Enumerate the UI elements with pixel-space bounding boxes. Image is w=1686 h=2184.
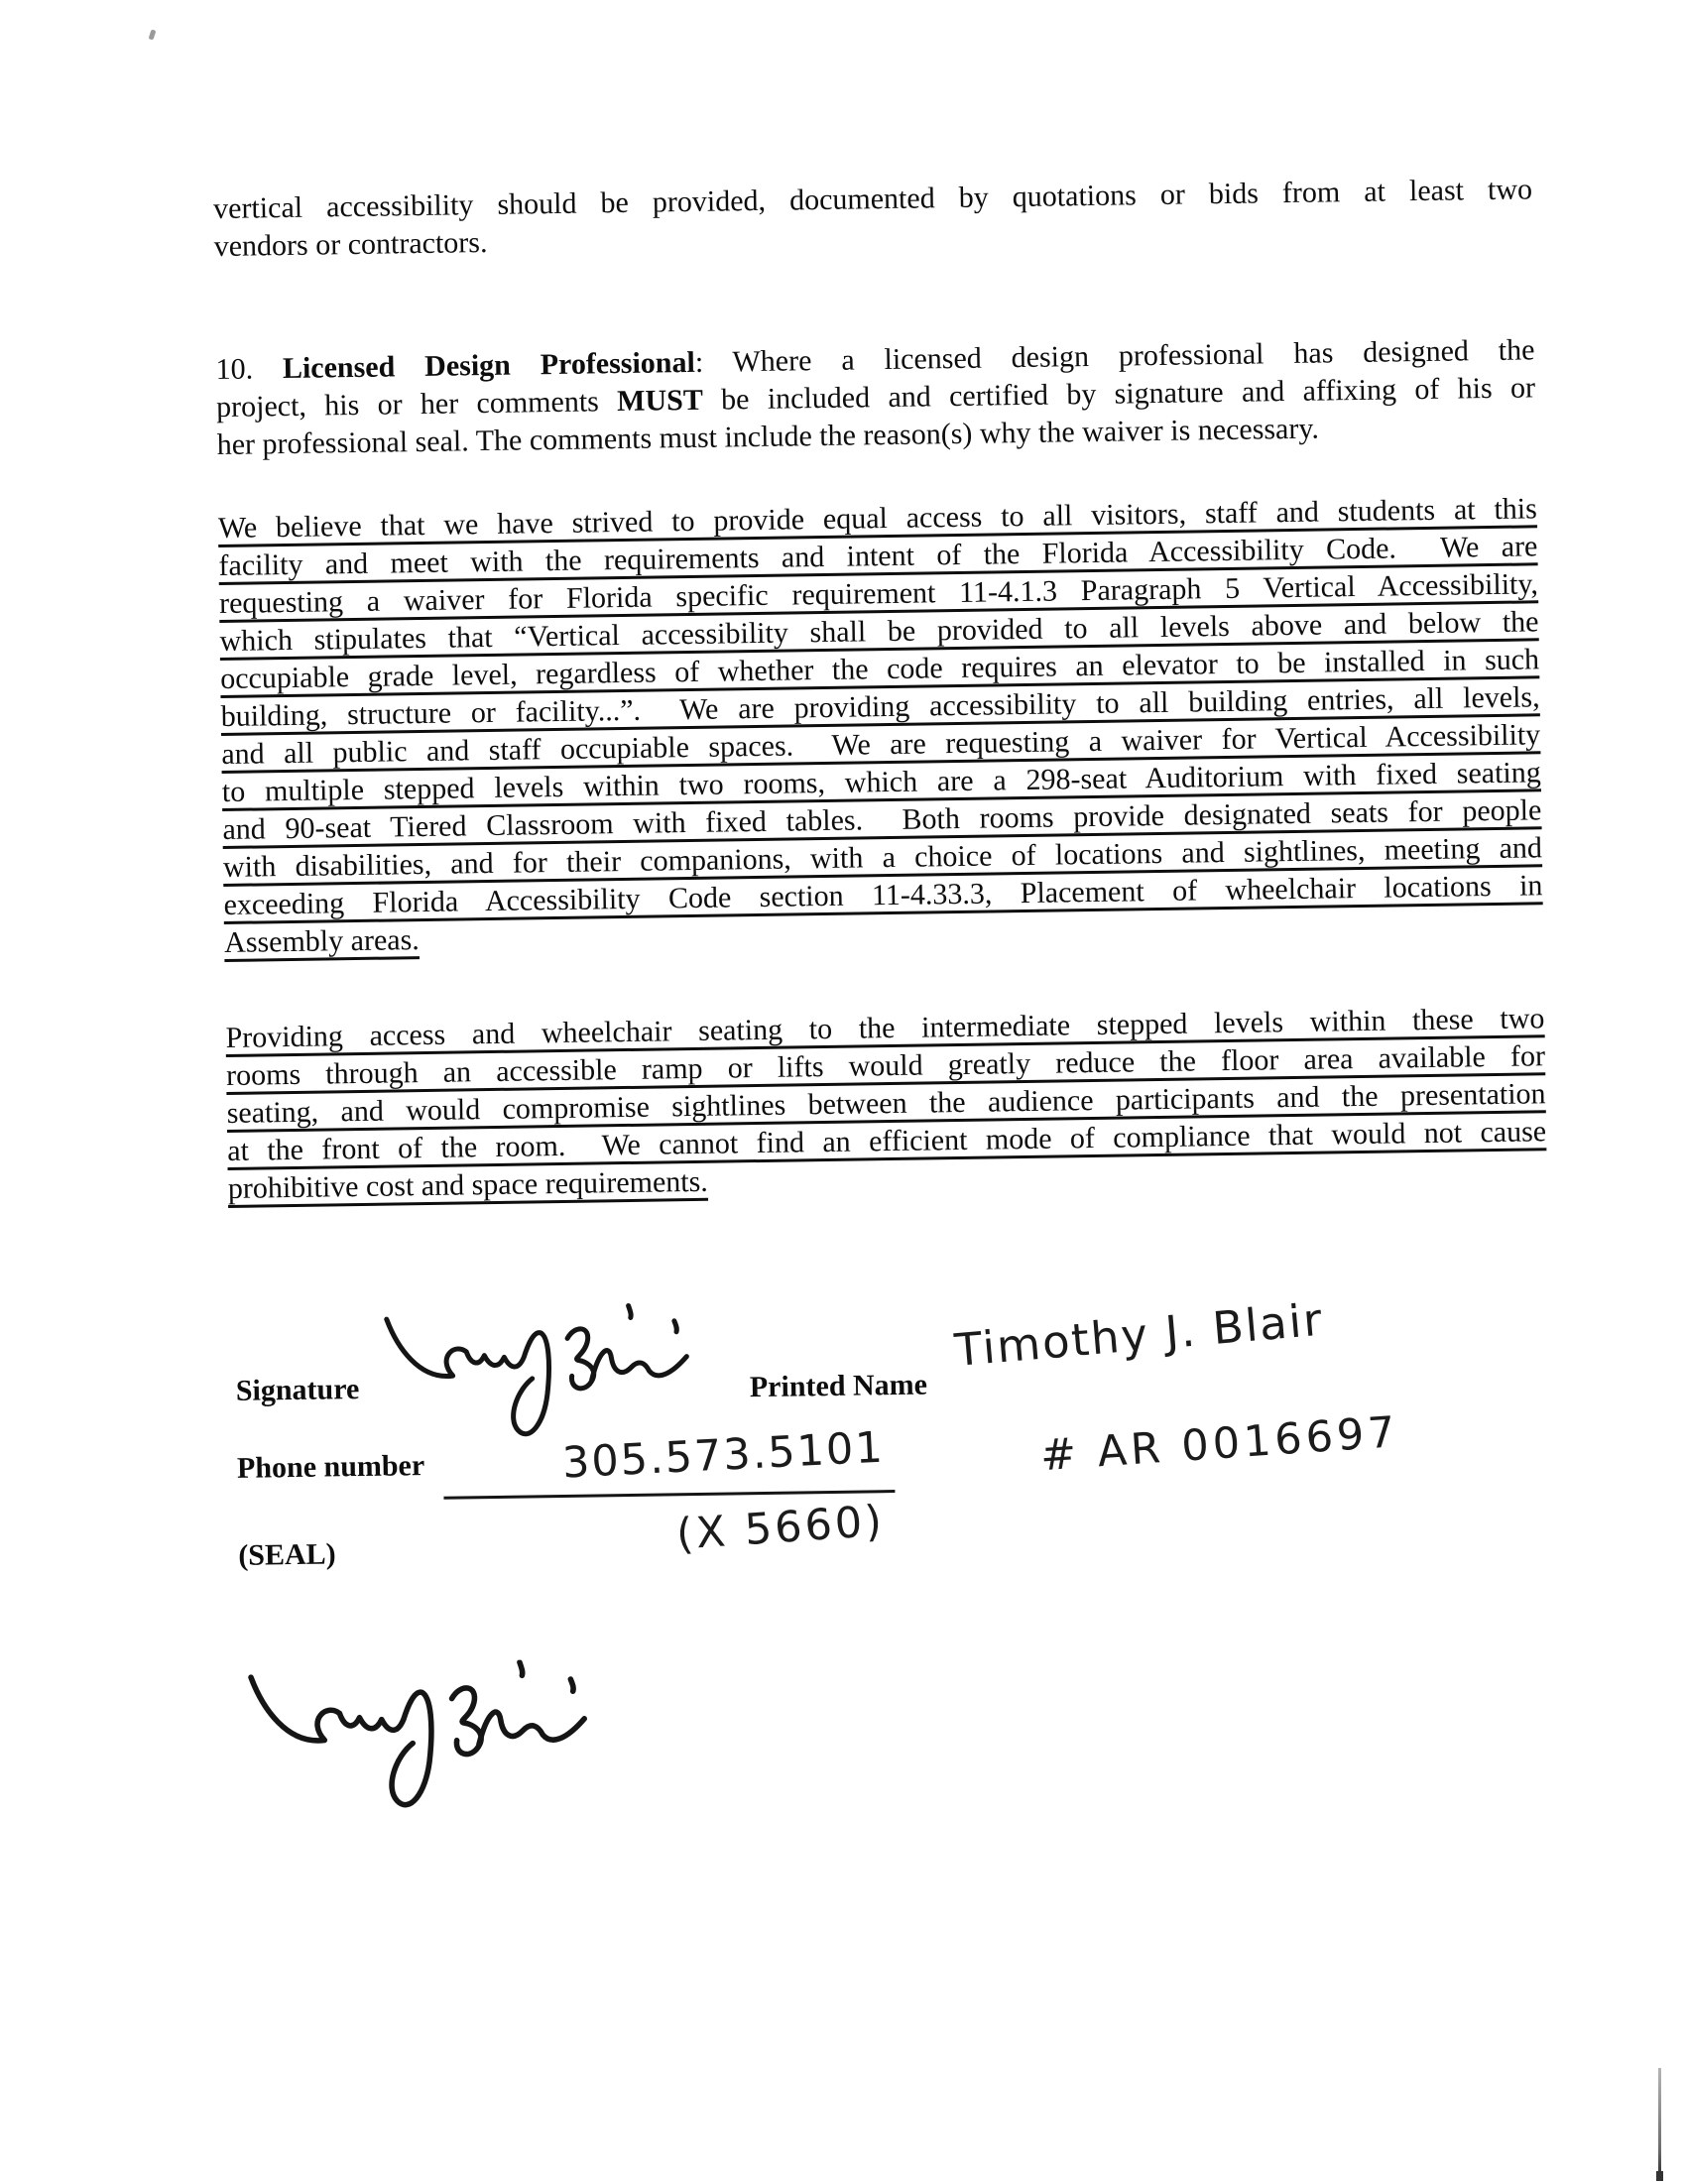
scan-artifact-line <box>1658 2068 1661 2181</box>
signature-stroke <box>591 1349 686 1380</box>
text-line: and 90-seat Tiered Classroom with fixed tables. Both rooms provide designated seats for people <box>222 793 1542 847</box>
text-line: vendors or contractors. <box>213 225 488 264</box>
signature-stroke <box>520 1662 523 1675</box>
phone-number-label: Phone number <box>236 1449 425 1485</box>
text-line: with disabilities, and for their companions, with a choice of locations and sightlines, meeting and <box>222 831 1543 884</box>
phone-number-underline <box>443 1490 895 1500</box>
text-line: which stipulates that “Vertical accessibility shall be provided to all levels above and below the <box>219 605 1539 659</box>
text-line: Assembly areas. <box>223 923 420 959</box>
intro-paragraph <box>213 171 1533 266</box>
text-segment: be included and certified by signature and affixing of his or <box>702 371 1536 417</box>
text-line: prohibitive cost and space requirements. <box>227 1164 709 1205</box>
text-line: facility and meet with the requirements and intent of the Florida Accessibility Code. We are <box>218 530 1538 583</box>
text-line: and all public and staff occupiable spaces. We are requesting a waiver for Vertical Accessibility <box>221 718 1541 772</box>
text-line: at the front of the room. We cannot find an efficient mode of compliance that would not cause <box>227 1115 1547 1167</box>
text-line: exceeding Florida Accessibility Code section 11-4.33.3, Placement of wheelchair locations in <box>223 869 1543 921</box>
printed-name-label: Printed Name <box>749 1368 928 1404</box>
item-10-paragraph <box>215 331 1536 464</box>
text-line: vertical accessibility should be provided, documented by quotations or bids from at least two <box>212 173 1533 226</box>
text-line: seating, and would compromise sightlines between the audience participants and the presentation <box>226 1077 1546 1130</box>
text-line: rooms through an accessible ramp or lifts would greatly reduce the floor area available for <box>225 1039 1546 1092</box>
text-segment: 10. <box>215 352 284 387</box>
bold-text-segment: Licensed Design Professional <box>282 345 696 386</box>
waiver-statement-paragraph-2 <box>225 1000 1547 1208</box>
text-line: Providing access and wheelchair seating to the intermediate stepped levels within these two <box>225 1002 1545 1054</box>
signature-stroke <box>674 1321 677 1332</box>
text-line: We believe that we have strived to provide equal access to all visitors, staff and students at this <box>217 492 1538 546</box>
text-line: to multiple stepped levels within two rooms, which are a 298-seat Auditorium with fixed seating <box>221 756 1541 809</box>
signature-label: Signature <box>235 1373 360 1407</box>
signature-stroke <box>629 1305 632 1317</box>
waiver-statement-paragraph-1 <box>218 490 1544 962</box>
phone-number-handwritten-value: 305.573.5101 <box>560 1422 886 1489</box>
text-segment: : Where a licensed design professional has designed the <box>694 333 1535 379</box>
text-line: building, structure or facility...”. We are providing accessibility to all building entries, all levels, <box>220 680 1540 734</box>
phone-extension-handwritten-value: (X 5660) <box>674 1496 887 1560</box>
text-segment: her professional seal. The comments must include the reason(s) why the waiver is necessary. <box>216 412 1320 462</box>
bold-text-segment: MUST <box>616 383 704 419</box>
signature-stroke <box>570 1679 573 1691</box>
signature-stroke <box>478 1711 584 1745</box>
signature-stroke <box>251 1674 432 1807</box>
signature-stroke <box>387 1317 550 1436</box>
printed-name-handwritten-value: Timothy J. Blair <box>952 1292 1326 1378</box>
license-number-handwritten-value: # AR 0016697 <box>1038 1407 1401 1482</box>
seal-label: (SEAL) <box>238 1537 336 1572</box>
secondary-signature-handwriting-drawing <box>242 1658 642 1841</box>
text-line: requesting a waiver for Florida specific requirement 11-4.1.3 Paragraph 5 Vertical Accessibility, <box>218 567 1539 621</box>
text-segment: project, his or her comments <box>215 385 618 425</box>
text-line: occupiable grade level, regardless of whether the code requires an elevator to be installed in such <box>219 643 1540 696</box>
